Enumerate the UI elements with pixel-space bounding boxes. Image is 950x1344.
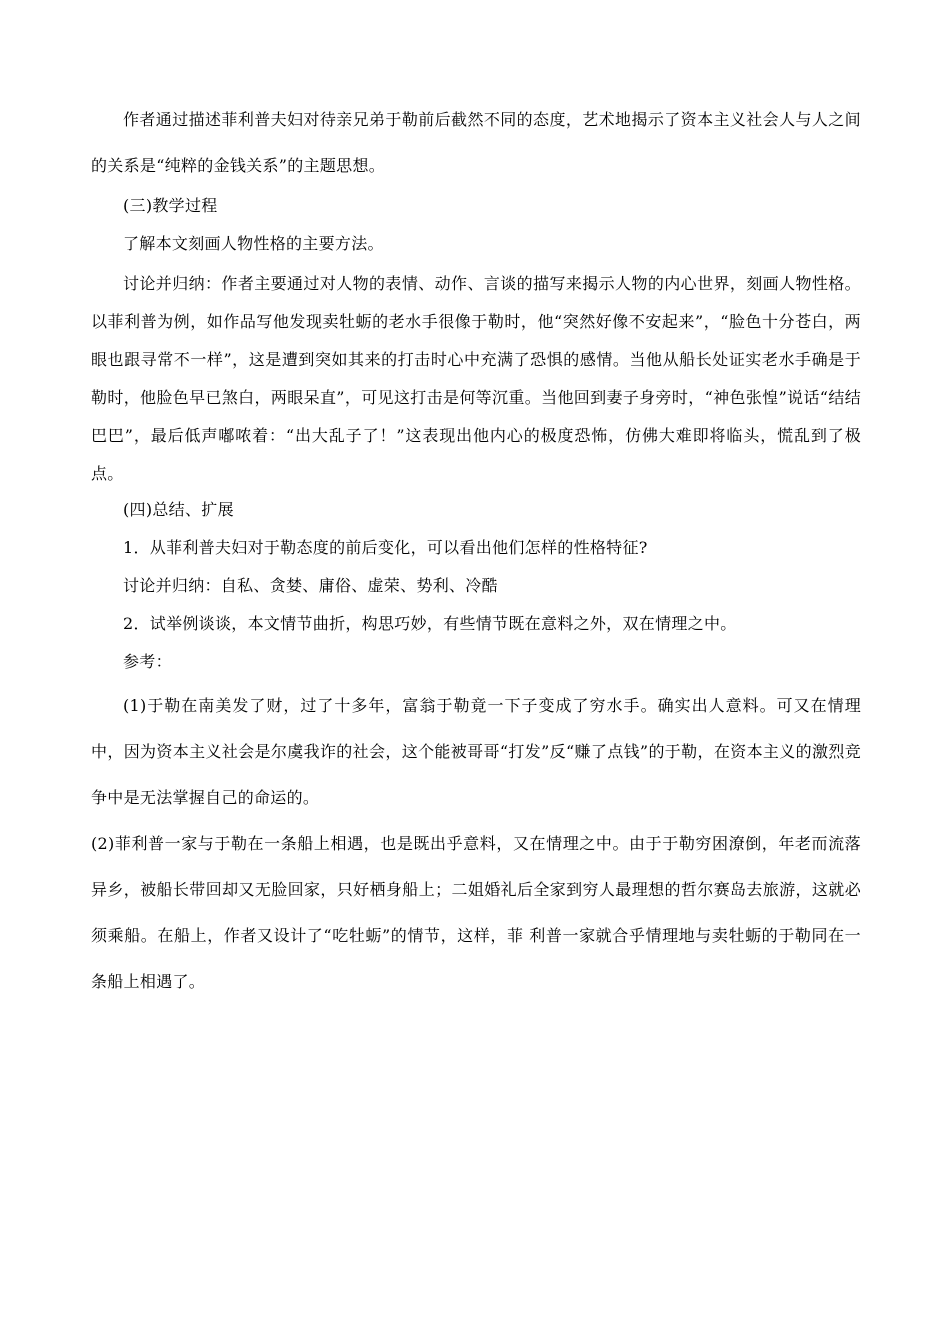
reference-point-1: (1)于勒在南美发了财，过了十多年，富翁于勒竟一下子变成了穷水手。确实出人意料。可又在情理中，因为资本主义社会是尔虞我诈的社会，这个能被哥哥“打发”反“赚了点钱”的于勒，在资本主义的激烈竞争中是无法掌握自己的命运的。 bbox=[91, 696, 861, 807]
teaching-method-paragraph: 了解本文刻画人物性格的主要方法。 bbox=[123, 234, 384, 253]
section-heading-teaching-process: (三)教学过程 bbox=[123, 196, 218, 215]
answer-1: 讨论并归纳：自私、贪婪、庸俗、虚荣、势利、冷酷 bbox=[123, 576, 498, 595]
question-2: 2．试举例谈谈，本文情节曲折，构思巧妙，有些情节既在意料之外，双在情理之中。 bbox=[123, 614, 737, 633]
section-heading-summary: (四)总结、扩展 bbox=[123, 500, 234, 519]
document-body bbox=[91, 97, 861, 1005]
question-1: 1．从菲利普夫妇对于勒态度的前后变化，可以看出他们怎样的性格特征? bbox=[123, 538, 648, 557]
reference-label: 参考： bbox=[123, 652, 172, 671]
intro-theme-paragraph: 作者通过描述菲利普夫妇对待亲兄弟于勒前后截然不同的态度，艺术地揭示了资本主义社会人与人之间的关系是“纯粹的金钱关系”的主题思想。 bbox=[91, 110, 861, 175]
reference-point-2: (2)菲利普一家与于勒在一条船上相遇，也是既出乎意料，又在情理之中。由于于勒穷困潦倒，年老而流落异乡，被船长带回却又无脸回家，只好栖身船上；二姐婚礼后全家到穷人最理想的哲尔赛岛去旅游，这就必须乘船。在船上，作者又设计了“吃牡蛎”的情节，这样，菲 利普一家就合乎情理地与卖牡蛎的于勒同在一条船上相遇了。 bbox=[91, 834, 861, 991]
discussion-paragraph: 讨论并归纳：作者主要通过对人物的表情、动作、言谈的描写来揭示人物的内心世界，刻画人物性格。以菲利普为例，如作品写他发现卖牡蛎的老水手很像于勒时，他“突然好像不安起来”，“脸色十分苍白，两眼也跟寻常不一样”，这是遭到突如其来的打击时心中充满了恐惧的感情。当他从船长处证实老水手确是于勒时，他脸色早已煞白，两眼呆直”，可见这打击是何等沉重。当他回到妻子身旁时，“神色张惶”说话“结结巴巴”，最后低声嘟哝着：“出大乱子了！”这表现出他内心的极度恐怖，仿佛大难即将临头，慌乱到了极点。 bbox=[91, 274, 861, 483]
